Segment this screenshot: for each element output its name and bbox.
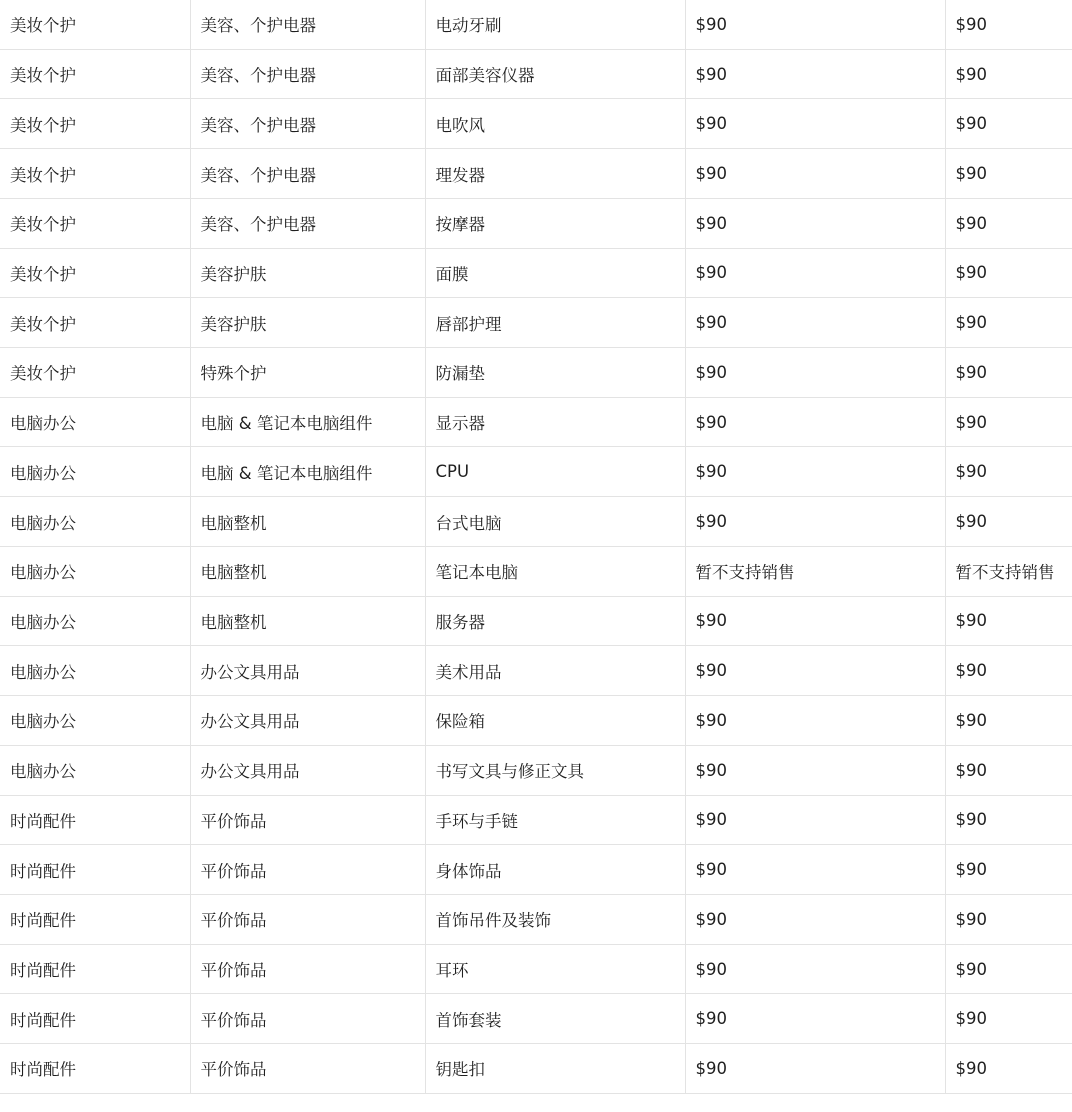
table-cell-price: $90	[685, 198, 945, 248]
table-cell-subcategory: 美容护肤	[190, 298, 425, 348]
table-cell-category: 美妆个护	[0, 0, 190, 49]
table-cell-subcategory: 平价饰品	[190, 894, 425, 944]
table-cell-category: 电脑办公	[0, 497, 190, 547]
table-cell-category: 时尚配件	[0, 944, 190, 994]
table-cell-price: $90	[685, 497, 945, 547]
table-row	[0, 248, 1072, 298]
table-cell-price: $90	[685, 845, 945, 895]
table-cell-subcategory: 美容、个护电器	[190, 49, 425, 99]
table-cell-price: $90	[685, 944, 945, 994]
table-cell-subcategory: 办公文具用品	[190, 745, 425, 795]
table-cell-price: $90	[945, 646, 1072, 696]
table-cell-price: $90	[685, 447, 945, 497]
table-cell-product: 显示器	[425, 397, 685, 447]
table-row	[0, 1044, 1072, 1094]
table-cell-price: $90	[945, 894, 1072, 944]
table-cell-product: CPU	[425, 447, 685, 497]
table-cell-product: 笔记本电脑	[425, 546, 685, 596]
table-cell-category: 美妆个护	[0, 248, 190, 298]
table-cell-category: 电脑办公	[0, 546, 190, 596]
table-cell-product: 手环与手链	[425, 795, 685, 845]
table-cell-product: 理发器	[425, 149, 685, 199]
table-cell-price: $90	[685, 1044, 945, 1094]
table-cell-price: $90	[685, 894, 945, 944]
table-cell-price: 暂不支持销售	[945, 546, 1072, 596]
table-cell-subcategory: 平价饰品	[190, 944, 425, 994]
table-cell-price: $90	[945, 248, 1072, 298]
table-cell-product: 服务器	[425, 596, 685, 646]
table-cell-subcategory: 电脑整机	[190, 596, 425, 646]
table-cell-price: $90	[945, 845, 1072, 895]
table-row	[0, 795, 1072, 845]
table-cell-subcategory: 平价饰品	[190, 845, 425, 895]
table-cell-product: 身体饰品	[425, 845, 685, 895]
table-cell-subcategory: 办公文具用品	[190, 646, 425, 696]
table-cell-product: 面部美容仪器	[425, 49, 685, 99]
table-row	[0, 0, 1072, 49]
table-row	[0, 198, 1072, 248]
table-row	[0, 845, 1072, 895]
table-cell-price: $90	[945, 397, 1072, 447]
table-cell-subcategory: 电脑整机	[190, 497, 425, 547]
table-cell-price: $90	[685, 745, 945, 795]
table-cell-price: $90	[945, 944, 1072, 994]
table-cell-price: $90	[945, 497, 1072, 547]
table-cell-price: $90	[945, 596, 1072, 646]
table-cell-category: 电脑办公	[0, 596, 190, 646]
table-cell-category: 电脑办公	[0, 646, 190, 696]
table-cell-product: 耳环	[425, 944, 685, 994]
table-cell-category: 美妆个护	[0, 99, 190, 149]
table-cell-price: $90	[945, 49, 1072, 99]
table-cell-product: 首饰吊件及装饰	[425, 894, 685, 944]
table-cell-category: 美妆个护	[0, 198, 190, 248]
table-row	[0, 546, 1072, 596]
table-cell-price: $90	[685, 397, 945, 447]
table-row	[0, 149, 1072, 199]
table-cell-category: 时尚配件	[0, 994, 190, 1044]
table-cell-category: 美妆个护	[0, 348, 190, 398]
table-cell-price: $90	[945, 0, 1072, 49]
table-cell-product: 美术用品	[425, 646, 685, 696]
table-cell-price: $90	[945, 447, 1072, 497]
table-cell-category: 美妆个护	[0, 149, 190, 199]
table-row	[0, 348, 1072, 398]
table-cell-category: 时尚配件	[0, 845, 190, 895]
table-cell-product: 按摩器	[425, 198, 685, 248]
table-cell-category: 时尚配件	[0, 1044, 190, 1094]
table-row	[0, 298, 1072, 348]
table-cell-price: $90	[685, 298, 945, 348]
table-cell-price: $90	[685, 795, 945, 845]
table-cell-subcategory: 美容、个护电器	[190, 0, 425, 49]
table-cell-price: $90	[945, 149, 1072, 199]
table-cell-product: 电吹风	[425, 99, 685, 149]
table-cell-subcategory: 平价饰品	[190, 994, 425, 1044]
table-cell-product: 防漏垫	[425, 348, 685, 398]
table-cell-subcategory: 美容、个护电器	[190, 198, 425, 248]
table-cell-price: $90	[685, 596, 945, 646]
table-cell-price: $90	[945, 348, 1072, 398]
table-cell-subcategory: 电脑整机	[190, 546, 425, 596]
table-row	[0, 99, 1072, 149]
table-cell-price: $90	[685, 49, 945, 99]
table-cell-price: $90	[685, 149, 945, 199]
table-cell-price: $90	[945, 298, 1072, 348]
table-cell-price: $90	[685, 99, 945, 149]
table-cell-product: 保险箱	[425, 696, 685, 746]
table-cell-category: 电脑办公	[0, 397, 190, 447]
table-cell-category: 美妆个护	[0, 298, 190, 348]
table-row	[0, 994, 1072, 1044]
table-cell-price: $90	[685, 994, 945, 1044]
table-cell-product: 面膜	[425, 248, 685, 298]
table-row	[0, 447, 1072, 497]
table-row	[0, 944, 1072, 994]
table-cell-product: 钥匙扣	[425, 1044, 685, 1094]
table-cell-subcategory: 美容、个护电器	[190, 149, 425, 199]
table-cell-category: 时尚配件	[0, 894, 190, 944]
table-cell-price: $90	[685, 248, 945, 298]
table-cell-price: $90	[685, 646, 945, 696]
table-cell-category: 电脑办公	[0, 696, 190, 746]
table-row	[0, 596, 1072, 646]
table-cell-subcategory: 平价饰品	[190, 795, 425, 845]
table-cell-subcategory: 特殊个护	[190, 348, 425, 398]
table-cell-price: $90	[945, 795, 1072, 845]
table-row	[0, 745, 1072, 795]
table-row	[0, 646, 1072, 696]
table-cell-price: $90	[945, 198, 1072, 248]
table-cell-product: 台式电脑	[425, 497, 685, 547]
table-row	[0, 49, 1072, 99]
table-row	[0, 497, 1072, 547]
table-cell-price: $90	[685, 348, 945, 398]
table-row	[0, 696, 1072, 746]
table-cell-subcategory: 美容、个护电器	[190, 99, 425, 149]
table-cell-price: $90	[945, 696, 1072, 746]
table-cell-subcategory: 电脑 & 笔记本电脑组件	[190, 447, 425, 497]
table-cell-subcategory: 美容护肤	[190, 248, 425, 298]
table-cell-category: 时尚配件	[0, 795, 190, 845]
table-cell-price: 暂不支持销售	[685, 546, 945, 596]
table-cell-subcategory: 电脑 & 笔记本电脑组件	[190, 397, 425, 447]
table-row	[0, 397, 1072, 447]
table-cell-price: $90	[945, 745, 1072, 795]
table-cell-category: 电脑办公	[0, 745, 190, 795]
table-cell-product: 唇部护理	[425, 298, 685, 348]
table-cell-subcategory: 办公文具用品	[190, 696, 425, 746]
table-cell-price: $90	[685, 696, 945, 746]
table-cell-price: $90	[685, 0, 945, 49]
table-cell-price: $90	[945, 1044, 1072, 1094]
table-cell-product: 电动牙刷	[425, 0, 685, 49]
table-cell-price: $90	[945, 99, 1072, 149]
table-cell-price: $90	[945, 994, 1072, 1044]
table-cell-product: 书写文具与修正文具	[425, 745, 685, 795]
table-cell-category: 电脑办公	[0, 447, 190, 497]
table-cell-category: 美妆个护	[0, 49, 190, 99]
table-cell-product: 首饰套装	[425, 994, 685, 1044]
table-cell-subcategory: 平价饰品	[190, 1044, 425, 1094]
table-row	[0, 894, 1072, 944]
